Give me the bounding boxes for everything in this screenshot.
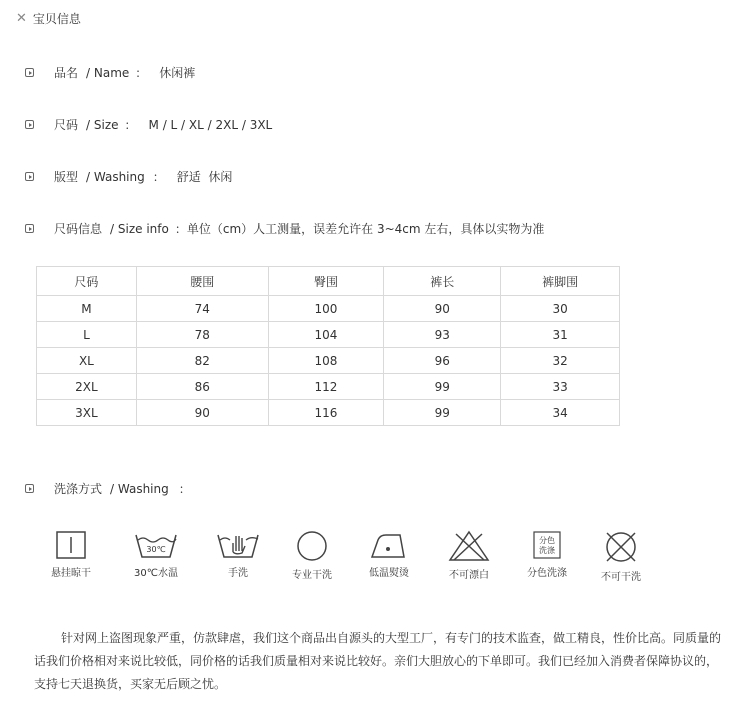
fit-value: 舒适 休闲 [176, 170, 233, 184]
table-cell: 112 [268, 374, 384, 400]
care-label: 悬挂晾干 [51, 568, 91, 579]
care-item [509, 530, 585, 579]
table-cell: 93 [384, 322, 501, 348]
table-cell: 2XL [37, 374, 137, 400]
no-dry-clean-icon [603, 530, 639, 564]
table-cell: 82 [136, 348, 268, 374]
size-info-value: 单位（cm）人工测量，误差允许在 3~4cm 左右，具体以实物为准 [186, 222, 545, 236]
table-row [37, 322, 620, 348]
bullet-icon [25, 172, 34, 181]
table-cell: 104 [268, 322, 384, 348]
iron-low-icon [370, 530, 408, 560]
table-cell: 99 [384, 400, 501, 426]
table-cell: 116 [268, 400, 384, 426]
dry-clean-icon [295, 530, 329, 562]
size-value: M / L / XL / 2XL / 3XL [148, 117, 273, 132]
bullet-icon [25, 224, 34, 233]
table-cell: 3XL [37, 400, 137, 426]
size-info-sep: ： [174, 222, 187, 236]
name-sep: ： [135, 66, 148, 80]
separate-text-line1: 分色 [539, 536, 555, 545]
table-cell: 32 [501, 348, 620, 374]
table-cell: 100 [268, 296, 384, 322]
table-row [37, 400, 620, 426]
fit-label-en: / Washing [86, 169, 145, 184]
info-row-size-info [25, 220, 544, 237]
name-label-en: / Name [86, 65, 130, 80]
name-label: 品名 [54, 66, 79, 80]
name-value: 休闲裤 [159, 66, 196, 80]
info-row-size [25, 116, 272, 133]
table-row [37, 374, 620, 400]
table-cell: 86 [136, 374, 268, 400]
info-row-name [25, 64, 195, 81]
care-item [274, 530, 350, 581]
care-label: 不可干洗 [601, 572, 641, 583]
wash-30-icon [134, 530, 178, 560]
table-cell: 90 [136, 400, 268, 426]
care-label: 分色洗涤 [527, 568, 567, 579]
table-cell: XL [37, 348, 137, 374]
notice-text: 针对网上盗图现象严重，仿款肆虐，我们这个商品出自源头的大型工厂，有专门的技术监查，做工精良，性价比高。同质量的话我们价格相对来说比较低，同价格的话我们质量相对来说比较好。亲们大胆放心的下单即可。我们已经加入消费者保障协议的，支持七天退换货，买家无后顾之忧。 [34, 631, 722, 691]
care-label: 30℃水温 [134, 568, 178, 579]
size-sep: ： [124, 118, 137, 132]
table-cell: 96 [384, 348, 501, 374]
table-cell: 108 [268, 348, 384, 374]
close-icon[interactable]: ✕ [16, 11, 27, 26]
washing-sep: ： [178, 482, 191, 496]
care-item [583, 530, 659, 583]
table-cell: 78 [136, 322, 268, 348]
hang-dry-icon [55, 530, 87, 560]
separate-wash-icon [532, 530, 562, 560]
table-header-cell: 尺码 [37, 267, 137, 296]
separate-text-line2: 洗涤 [539, 546, 555, 555]
table-cell: 30 [501, 296, 620, 322]
care-item [118, 530, 194, 579]
care-item [351, 530, 427, 579]
bullet-icon [25, 120, 34, 129]
section-title: 宝贝信息 [32, 12, 81, 26]
table-cell: 31 [501, 322, 620, 348]
care-item [33, 530, 109, 579]
size-table [36, 266, 620, 426]
table-row [37, 348, 620, 374]
care-item [431, 530, 507, 581]
care-label: 低温熨烫 [369, 568, 409, 579]
table-header-cell: 裤长 [384, 267, 501, 296]
table-header-cell: 臀围 [268, 267, 384, 296]
size-label-en: / Size [86, 117, 119, 132]
care-item [200, 530, 276, 579]
table-cell: 90 [384, 296, 501, 322]
table-cell: 74 [136, 296, 268, 322]
table-cell: M [37, 296, 137, 322]
care-label: 专业干洗 [292, 570, 332, 581]
washing-label: 洗涤方式 [54, 482, 103, 496]
size-label: 尺码 [54, 118, 79, 132]
table-cell: 34 [501, 400, 620, 426]
care-icons [40, 530, 660, 590]
wash-temp-text: 30℃ [146, 545, 166, 554]
section-header [16, 10, 81, 27]
washing-label-en: / Washing [110, 481, 169, 496]
hand-wash-icon [216, 530, 260, 560]
table-cell: L [37, 322, 137, 348]
no-bleach-icon [448, 530, 490, 562]
table-header-cell: 腰围 [136, 267, 268, 296]
table-row [37, 296, 620, 322]
care-label: 手洗 [228, 568, 248, 579]
table-header-row [37, 267, 620, 296]
care-label: 不可漂白 [449, 570, 489, 581]
fit-label: 版型 [54, 170, 79, 184]
info-row-washing [25, 480, 191, 497]
table-cell: 99 [384, 374, 501, 400]
fit-sep: ： [152, 170, 165, 184]
table-cell: 33 [501, 374, 620, 400]
size-info-label: 尺码信息 [54, 222, 103, 236]
notice-paragraph [34, 627, 724, 696]
bullet-icon [25, 68, 34, 77]
table-header-cell: 裤脚围 [501, 267, 620, 296]
size-info-label-en: / Size info [110, 221, 169, 236]
info-row-fit [25, 168, 232, 185]
bullet-icon [25, 484, 34, 493]
